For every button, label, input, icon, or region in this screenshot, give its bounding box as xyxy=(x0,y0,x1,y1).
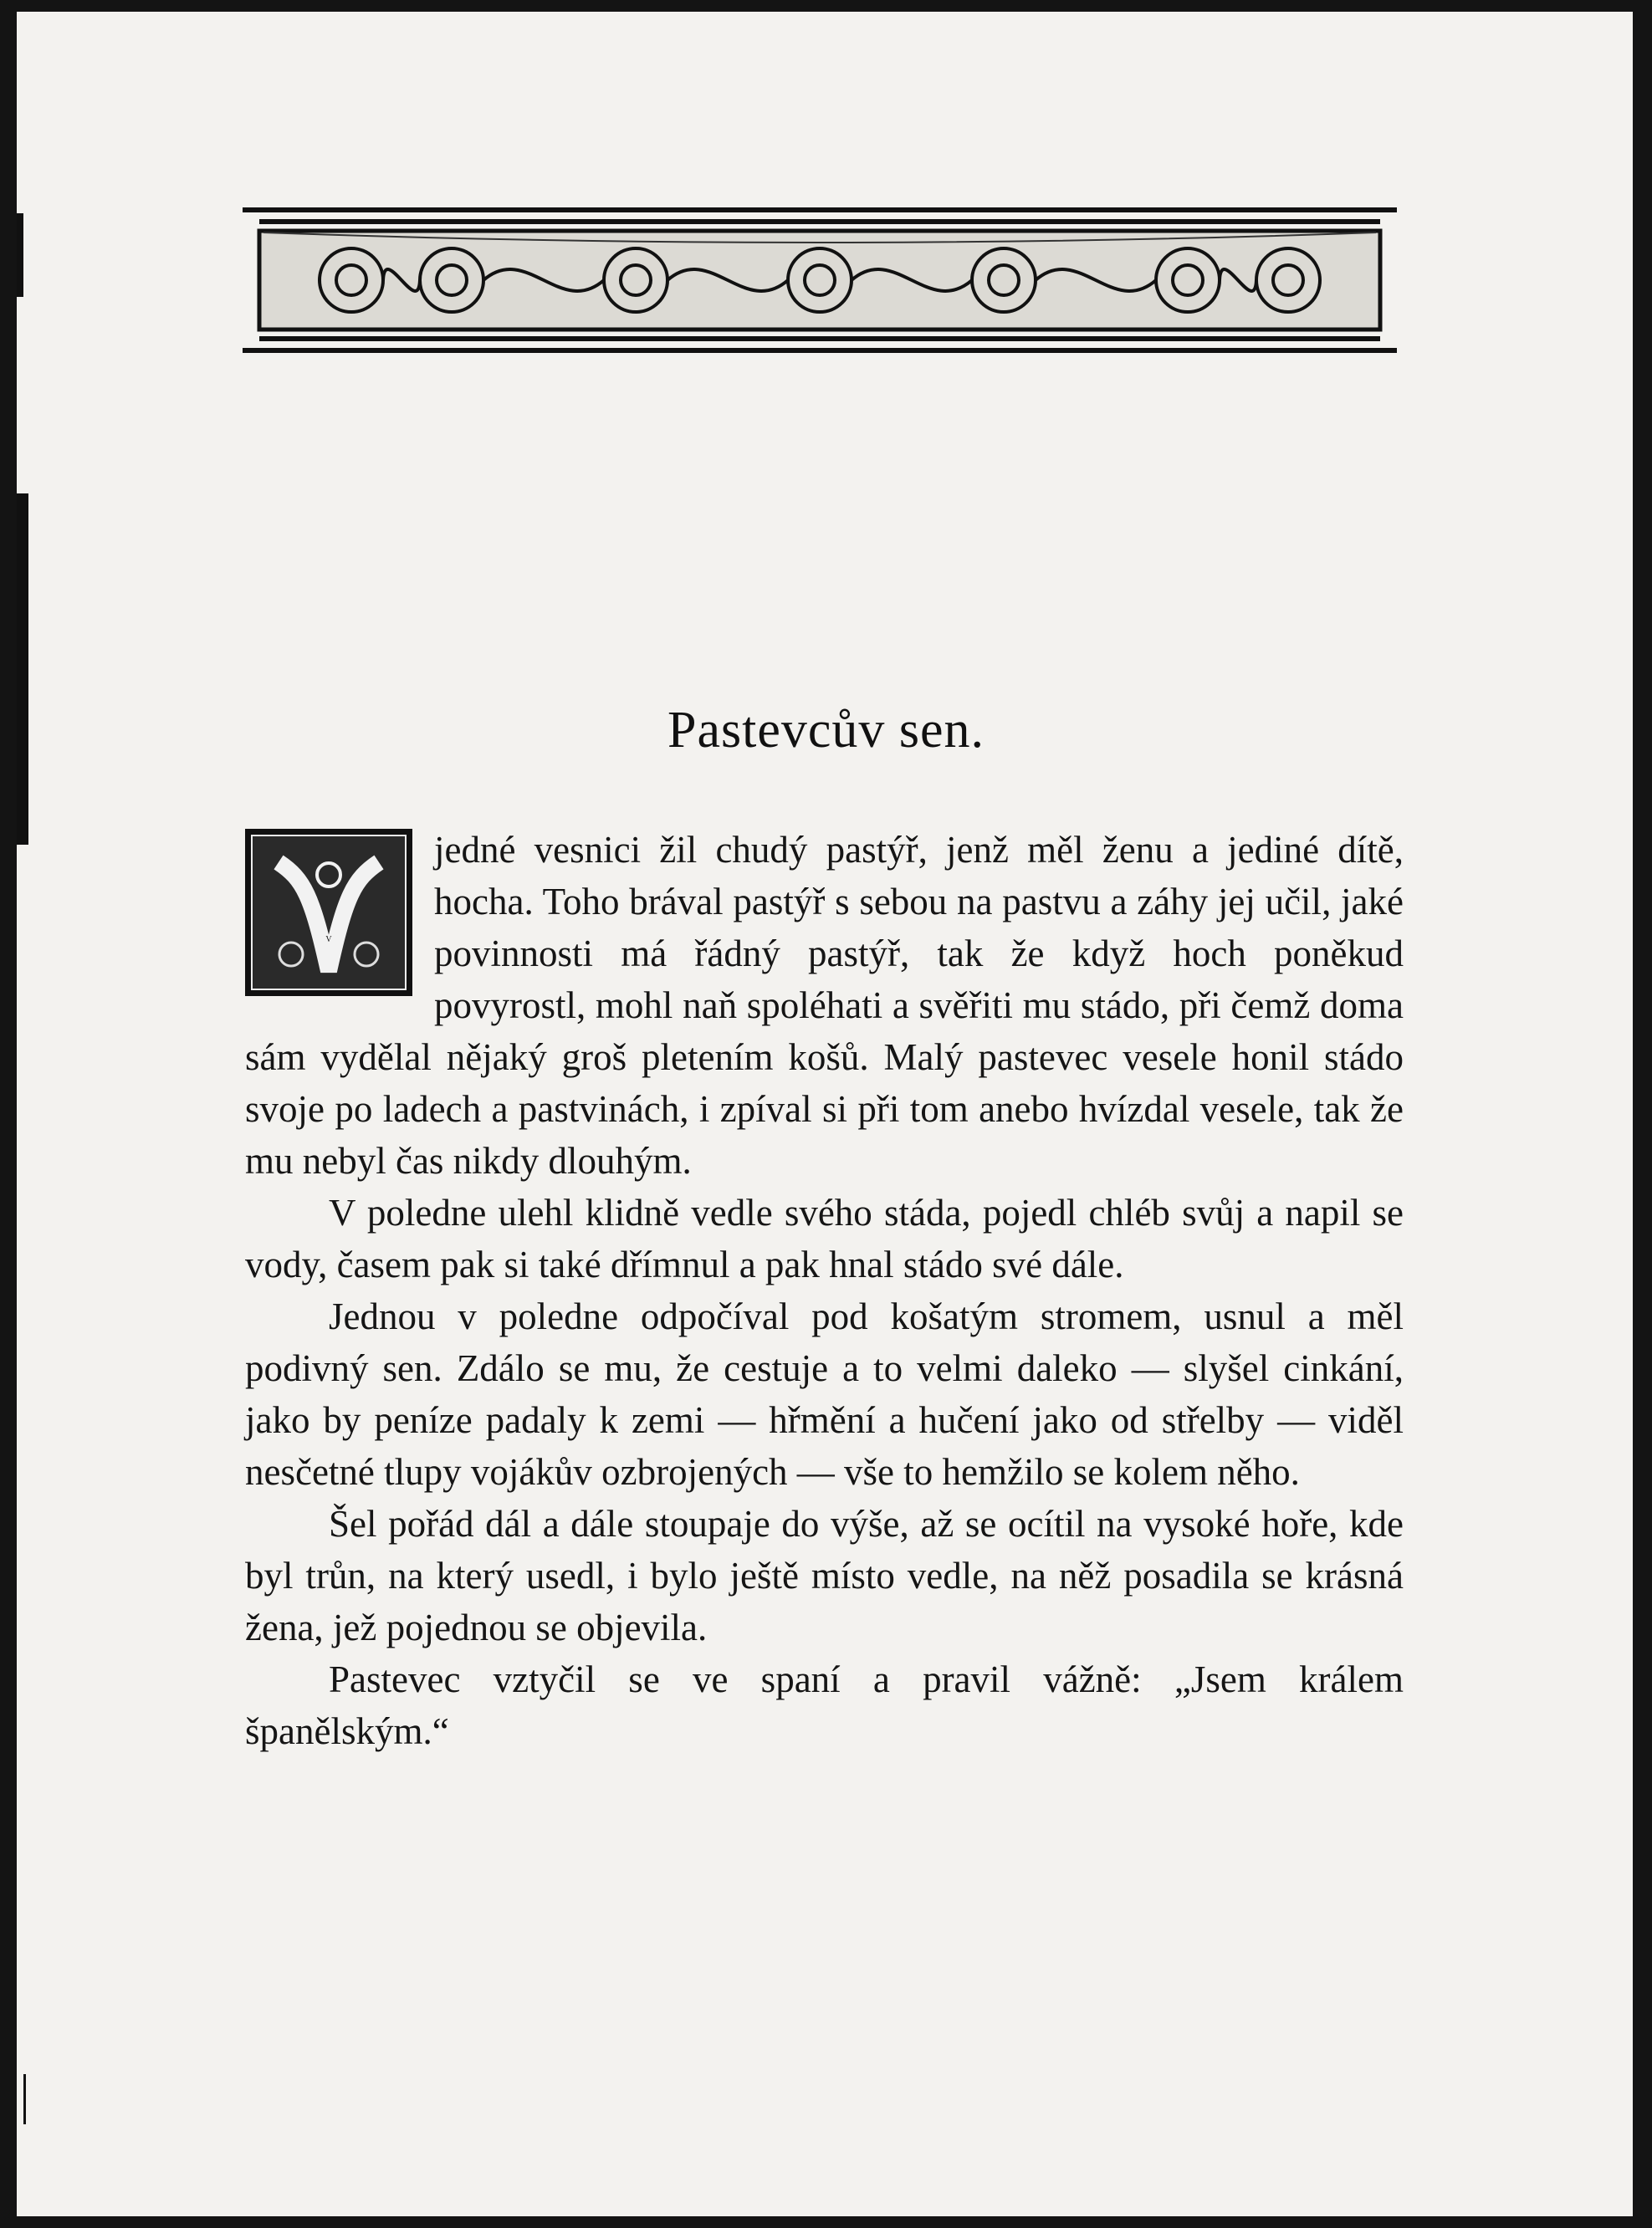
left-edge-mark xyxy=(17,493,28,845)
chapter-title: Pastevcův sen. xyxy=(667,702,985,759)
paragraph-1: jedné vesnici žil chudý pastýř, jenž měl ženu a jediné dítě, hocha. Toho brával pastýř s sebou na pastvu a záhy jej učil, jaké povinnosti má řádný pastýř, tak že když hoch poněkud povyrostl, mohl naň spoléhati a svěřiti mu stádo, při čemž doma sám vydělal nějaký groš pletením košů. Malý pastevec vesele honil stádo svoje po ladech a pastvinách, i zpíval si při tom anebo hvízdal vesele, tak že mu nebyl čas nikdy dlouhým. xyxy=(245,829,1404,1182)
paragraph-3: Jednou v poledne odpočíval pod košatým stromem, usnul a měl podivný sen. Zdálo se mu, že cestuje a to velmi daleko — slyšel cinkání, jako by peníze padaly k zemi — hřmění a hučení jako od střelby — viděl nesčetné tlupy vojákův ozbrojených — vše to hemžilo se kolem něho. xyxy=(245,1295,1404,1493)
story-text xyxy=(245,824,1404,1757)
paragraph-4: Šel pořád dál a dále stoupaje do výše, až se ocítil na vysoké hoře, kde byl trůn, na který usedl, i bylo ještě místo vedle, na něž posadila se krásná žena, jež pojednou se objevila. xyxy=(245,1503,1404,1648)
paragraph-5: Pastevec vztyčil se ve spaní a pravil vážně: „Jsem králem španělským.“ xyxy=(245,1658,1404,1752)
ornamental-header-band xyxy=(243,201,1397,360)
decorated-initial-v xyxy=(245,829,412,996)
paragraph-2: V poledne ulehl klidně vedle svého stáda, pojedl chléb svůj a napil se vody, časem pak si také dřímnul a pak hnal stádo své dále. xyxy=(245,1192,1404,1285)
left-edge-mark-3 xyxy=(23,2074,26,2124)
svg-text:V: V xyxy=(325,935,332,944)
left-edge-mark-2 xyxy=(17,213,23,297)
